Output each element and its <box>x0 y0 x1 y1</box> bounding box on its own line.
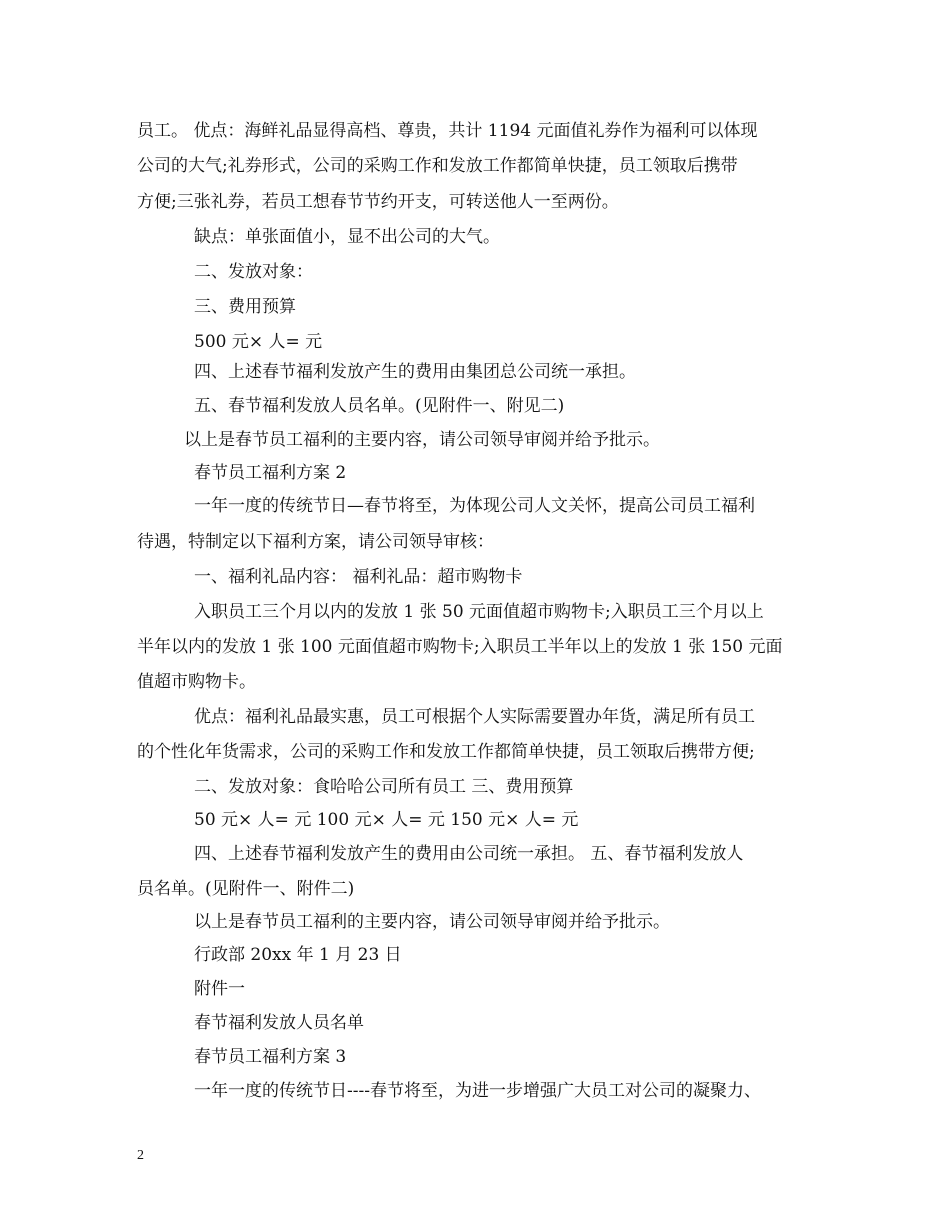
text-line: 500 元× 人= 元 <box>194 332 323 352</box>
text-line: 附件一 <box>194 979 245 999</box>
text-line: 员名单。(见附件一、附件二) <box>137 879 355 899</box>
text-line: 四、上述春节福利发放产生的费用由集团总公司统一承担。 <box>194 362 636 382</box>
signature-line: 行政部 20xx 年 1 月 23 日 <box>194 945 402 965</box>
text-line: 一年一度的传统节日—春节将至，为体现公司人文关怀，提高公司员工福利 <box>194 496 755 516</box>
text-line: 公司的大气;礼券形式，公司的采购工作和发放工作都简单快捷，员工领取后携带 <box>137 156 738 176</box>
text-line: 四、上述春节福利发放产生的费用由公司统一承担。 五、春节福利发放人 <box>194 844 744 864</box>
text-line: 待遇，特制定以下福利方案，请公司领导审核： <box>137 532 494 552</box>
text-line: 缺点：单张面值小，显不出公司的大气。 <box>194 227 500 247</box>
text-line: 的个性化年货需求，公司的采购工作和发放工作都简单快捷，员工领取后携带方便; <box>137 742 755 762</box>
text-line: 五、春节福利发放人员名单。(见附件一、附见二) <box>194 396 565 416</box>
text-line: 50 元× 人= 元 100 元× 人= 元 150 元× 人= 元 <box>194 810 579 830</box>
text-line: 二、发放对象：食哈哈公司所有员工 三、费用预算 <box>194 777 574 797</box>
text-line: 以上是春节员工福利的主要内容，请公司领导审阅并给予批示。 <box>184 430 660 450</box>
text-line: 入职员工三个月以内的发放 1 张 50 元面值超市购物卡;入职员工三个月以上 <box>194 602 764 622</box>
text-line: 一、福利礼品内容： 福利礼品：超市购物卡 <box>194 567 523 587</box>
section-heading: 春节员工福利方案 2 <box>194 463 347 483</box>
text-line: 三、费用预算 <box>194 297 296 317</box>
text-line: 半年以内的发放 1 张 100 元面值超市购物卡;入职员工半年以上的发放 1 张 150 元面 <box>137 637 783 657</box>
section-heading: 春节员工福利方案 3 <box>194 1047 347 1067</box>
text-line: 以上是春节员工福利的主要内容，请公司领导审阅并给予批示。 <box>194 912 670 932</box>
text-line: 春节福利发放人员名单 <box>194 1013 364 1033</box>
text-line: 值超市购物卡。 <box>137 672 256 692</box>
text-line: 员工。 优点：海鲜礼品显得高档、尊贵，共计 1194 元面值礼券作为福利可以体现 <box>137 121 758 141</box>
text-line: 优点：福利礼品最实惠，员工可根据个人实际需要置办年货，满足所有员工 <box>194 707 755 727</box>
text-line: 一年一度的传统节日----春节将至，为进一步增强广大员工对公司的凝聚力、 <box>194 1081 761 1101</box>
text-line: 二、发放对象： <box>194 262 313 282</box>
page-number: 2 <box>137 1148 144 1163</box>
text-line: 方便;三张礼券，若员工想春节节约开支，可转送他人一至两份。 <box>137 192 619 212</box>
